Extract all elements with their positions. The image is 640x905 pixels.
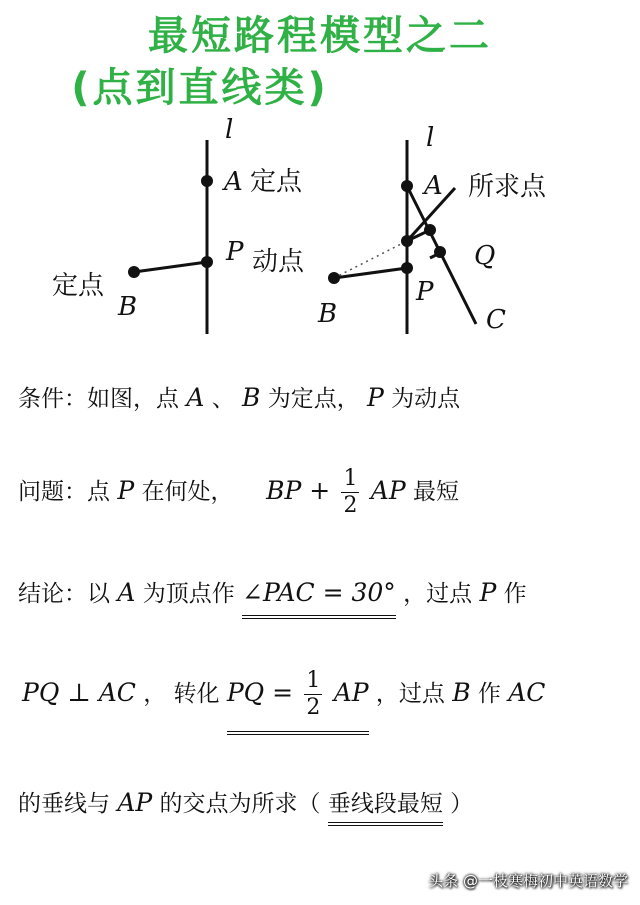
- point-foot: [424, 224, 436, 236]
- condition-end: 为动点: [391, 386, 461, 412]
- transform-middle-2: 作: [477, 681, 501, 707]
- question-fraction-numerator: 1: [343, 466, 358, 491]
- question-expr-left: BP +: [266, 476, 331, 505]
- transform-line: [22, 668, 545, 735]
- final-end: ）: [450, 791, 474, 817]
- condition-point-p: P: [367, 383, 384, 412]
- label-p-right: P: [416, 277, 434, 307]
- transform-fraction: [304, 668, 322, 721]
- point-a-left: [201, 175, 213, 187]
- label-p-left: P: [226, 237, 244, 267]
- right-figure: [317, 123, 547, 335]
- transform-middle: ， 转化: [143, 681, 220, 707]
- point-b-right: [328, 272, 340, 284]
- condition-prefix: 条件：如图，点: [18, 386, 179, 412]
- conclusion-middle: 为顶点作: [142, 581, 235, 607]
- transform-line-ac: AC: [508, 678, 546, 707]
- question-point-p: P: [117, 476, 135, 505]
- watermark: 头条 @一枝寒梅初中英语数学: [428, 872, 628, 890]
- perpendicular-statement: PQ ⊥ AC: [22, 678, 136, 707]
- question-expr-right: AP: [370, 476, 406, 505]
- point-p-right: [401, 262, 413, 274]
- transform-fraction-denominator: 2: [306, 695, 321, 720]
- label-b-right: B: [318, 299, 338, 329]
- label-l-right: l: [426, 123, 435, 153]
- transform-point-b: B: [452, 678, 471, 707]
- question-end: 最短: [413, 479, 459, 505]
- condition-point-b: B: [242, 383, 261, 412]
- segment-bp-left: [134, 262, 207, 272]
- question-fraction: [341, 466, 359, 519]
- title-line-1: 最短路程模型之二: [148, 13, 492, 59]
- geometry-figures: [0, 110, 640, 350]
- point-a-right: [401, 180, 413, 192]
- left-figure: [52, 115, 305, 334]
- condition-point-a: A: [186, 383, 205, 412]
- final-segment-ap: AP: [117, 788, 153, 817]
- point-p-left: [201, 256, 213, 268]
- final-line: [18, 785, 473, 826]
- label-l-left: l: [225, 115, 234, 145]
- label-a-left: A: [224, 167, 243, 197]
- point-b-left: [128, 266, 140, 278]
- label-a-right: A: [424, 171, 443, 201]
- question-line: [18, 466, 459, 519]
- label-a-note-left: 定点: [250, 167, 303, 197]
- conclusion-after: ，过点: [403, 581, 473, 607]
- conclusion-end: 作: [503, 581, 527, 607]
- transform-eq-left: PQ =: [226, 678, 294, 707]
- point-q: [434, 246, 446, 258]
- label-b-left: B: [118, 292, 138, 322]
- condition-line: [18, 380, 460, 413]
- condition-middle: 为定点，: [267, 386, 360, 412]
- point-sought: [401, 235, 413, 247]
- transform-eq-right: AP: [333, 678, 369, 707]
- conclusion-point-p: P: [479, 578, 497, 607]
- transform-after: ，过点: [375, 681, 445, 707]
- label-q-right: Q: [474, 241, 496, 271]
- conclusion-prefix: 结论：以: [18, 581, 110, 607]
- condition-separator: 、: [211, 386, 235, 412]
- transform-equation: [227, 668, 369, 735]
- question-fraction-denominator: 2: [343, 493, 358, 518]
- label-sought-note: 所求点: [468, 172, 547, 202]
- label-b-note-left: 定点: [52, 271, 105, 301]
- transform-fraction-numerator: 1: [306, 668, 321, 693]
- question-middle: 在何处，: [141, 479, 234, 505]
- conclusion-point-a: A: [117, 578, 136, 607]
- conclusion-line: [18, 575, 527, 619]
- final-middle: 的交点为所求（: [159, 791, 321, 817]
- label-c-right: C: [486, 305, 506, 335]
- question-prefix: 问题：点: [18, 479, 110, 505]
- title-line-2: (点到直线类): [71, 65, 329, 111]
- conclusion-angle: ∠PAC = 30°: [242, 578, 396, 619]
- final-emphasis: 垂线段最短: [328, 785, 443, 826]
- label-p-note-left: 动点: [252, 247, 305, 277]
- final-prefix: 的垂线与: [18, 791, 110, 817]
